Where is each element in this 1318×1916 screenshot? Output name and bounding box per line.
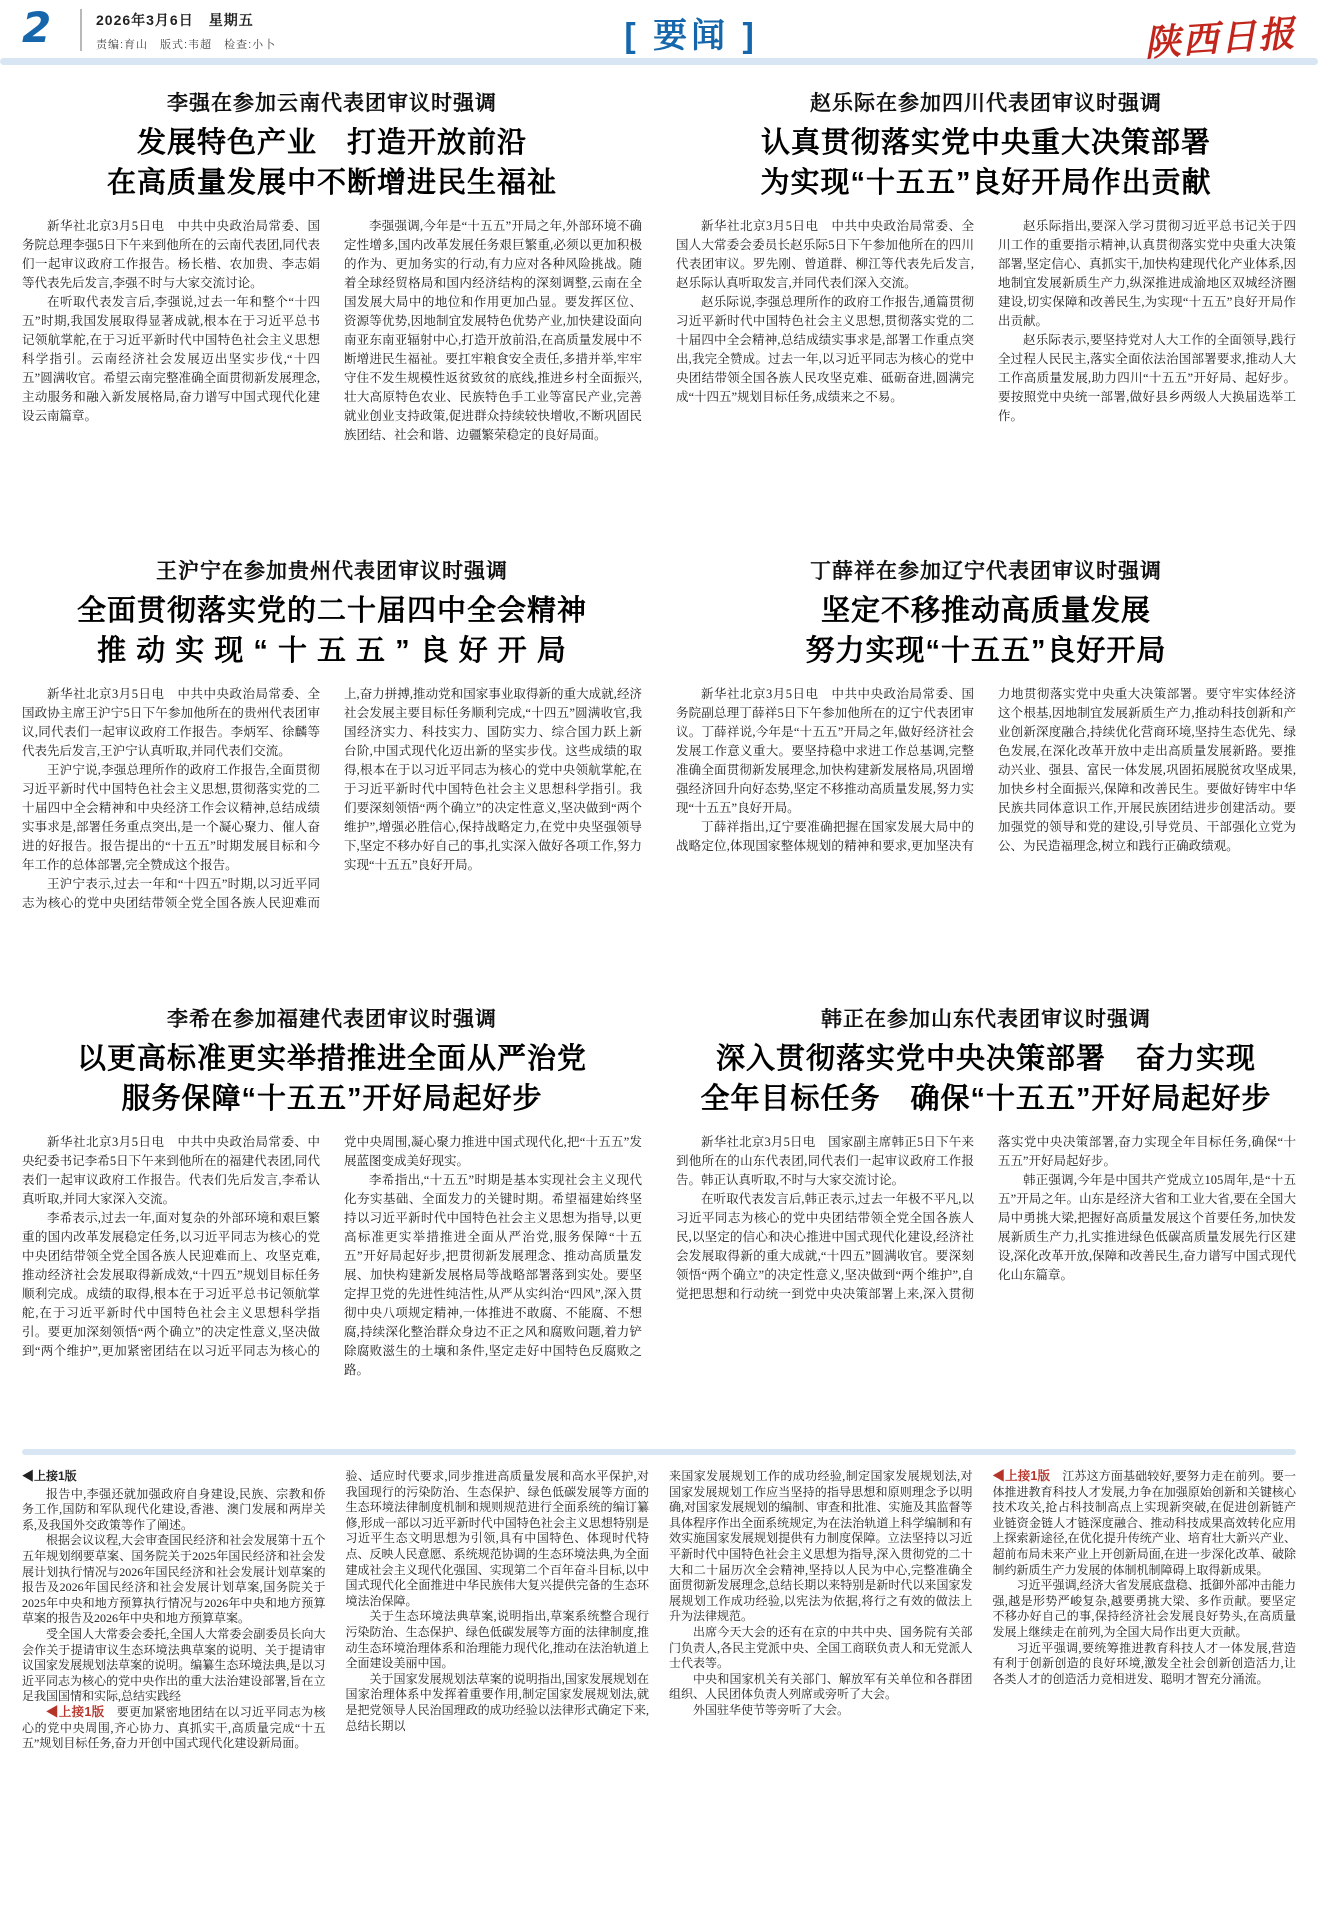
continued-footer-text: 要更加紧密地团结在以习近平同志为核心的党中央周围,齐心协力、真抓实干,高质量完成“十五五”规划目标任务,奋力开创中国式现代化建设新局面。	[22, 1705, 326, 1751]
article-lixi-fujian	[22, 1003, 642, 1429]
paragraph: 新华社北京3月5日电 中共中央政治局常委、国务院副总理丁薛祥5日下午参加他所在的辽宁代表团审议。丁薛祥说,今年是“十五五”开局之年,做好经济社会发展工作意义重大。要坚持稳中求进工作总基调,完整准确全面贯彻新发展理念,加快构建新发展格局,巩固增强经济回升向好态势,坚定不移推动高质量发展,努力实现“十五五”良好开局。	[676, 687, 974, 816]
paragraph: 赵乐际表示,要坚持党对人大工作的全面领导,践行全过程人民民主,落实全面依法治国部署要求,推动人大工作高质量发展,助力四川“十五五”开好局、起好步。要按照党中央统一部署,做好县乡两级人大换届选举工作。	[998, 333, 1296, 424]
masthead-logo: 陕西日报	[1143, 12, 1298, 65]
headline-line2: 努力实现“十五五”良好开局	[805, 635, 1167, 668]
article-body	[676, 685, 1296, 981]
paragraph: 外国驻华使节等旁听了大会。	[693, 1703, 850, 1717]
article-headline	[22, 123, 642, 203]
paragraph: 王沪宁说,李强总理所作的政府工作报告,全面贯彻习近平新时代中国特色社会主义思想,贯彻落实党的二十届四中全会精神和中央经济工作会议精神,总结成绩实事求是,部署任务重点突出,是一个凝心聚力、催人奋进的好报告。报告提出的“十五五”时期发展目标和今年工作的总体部署,完全赞成这个报告。	[22, 763, 320, 873]
continued-column-2	[346, 1469, 650, 1863]
paragraph: 根据会议议程,大会审查国民经济和社会发展第十五个五年规划纲要草案、国务院关于2025年国民经济和社会发展计划执行情况与2026年国民经济和社会发展计划草案的报告及2026年国民经济和社会发展计划草案,国务院关于2025年中央和地方预算执行情况与2026年中央和地方预算草案的报告及2026年中央和地方预算草案。	[22, 1533, 326, 1626]
paragraph: 李希指出,“十五五”时期是基本实现社会主义现代化夯实基础、全面发力的关键时期。希望福建始终坚持以习近平新时代中国特色社会主义思想为指导,以更高标准更实举措推进全面从严治党,服务保障“十五五”开好局起好步,把贯彻新发展理念、推动高质量发展、加快构建新发展格局等战略部署落到实处。要坚定捍卫党的先进性纯洁性,从严从实纠治“四风”,深入贯彻中央八项规定精神,一体推进不敢腐、不能腐、不想腐,持续深化整治群众身边不正之风和腐败问题,着力铲除腐败滋生的土壤和条件,坚定走好中国特色反腐败之路。	[344, 1173, 642, 1378]
paragraph: 出席今天大会的还有在京的中共中央、国务院有关部门负责人,各民主党派中央、全国工商联负责人和无党派人士代表等。	[669, 1625, 973, 1671]
continued-column-3	[669, 1469, 973, 1863]
article-body	[22, 1133, 642, 1429]
paragraph: 习近平强调,经济大省发展底盘稳、抵御外部冲击能力强,越是形势严峻复杂,越要勇挑大梁、多作贡献。要坚定不移办好自己的事,保持经济社会发展良好势头,在高质量发展上继续走在前列,为全国大局作出更大贡献。	[992, 1578, 1296, 1640]
page-number: 2	[22, 3, 52, 52]
paragraph: 关于生态环境法典草案,说明指出,草案系统整合现行污染防治、生态保护、绿色低碳发展等方面的法律制度,推动生态环境治理体系和治理能力现代化,推动在法治轨道上全面建设美丽中国。	[345, 1609, 649, 1671]
article-headline	[676, 1039, 1296, 1119]
continued-marker: ◀上接1版	[46, 1705, 105, 1719]
paragraph: 赵乐际说,李强总理所作的政府工作报告,通篇贯彻习近平新时代中国特色社会主义思想,贯彻落实党的二十届四中全会精神,总结成绩实事求是,部署工作重点突出,我完全赞成。过去一年,以习近平同志为核心的党中央团结带领全国各族人民攻坚克难、砥砺奋进,圆满完成“十四五”规划目标任务,成绩来之不易。	[676, 295, 974, 405]
paragraph: 新华社北京3月5日电 中共中央政治局常委、全国政协主席王沪宁5日下午参加他所在的贵州代表团审议,同代表们一起审议政府工作报告。李炳军、徐麟等代表先后发言,王沪宁认真听取,并同代表们交流。	[22, 687, 320, 759]
headline-line1: 坚定不移推动高质量发展	[820, 595, 1151, 628]
article-kicker: 李强在参加云南代表团审议时强调	[167, 92, 497, 115]
paragraph: 验、适应时代要求,同步推进高质量发展和高水平保护,对我国现行的污染防治、生态保护、绿色低碳发展等方面的生态环境法律制度机制和规则规范进行全面系统的编订纂修,形成一部以习近平新时代中国特色社会主义思想特别是习近平生态文明思想为引领,具有中国特色、体现时代特点、反映人民意愿、系统规范协调的生态环境法典,为全面建成社会主义现代化强国、实现第二个百年奋斗目标,以中国式现代化全面推进中华民族伟大复兴提供完备的生态环境法治保障。	[345, 1469, 649, 1608]
paragraph: 新华社北京3月5日电 中共中央政治局常委、全国人大常委会委员长赵乐际5日下午参加他所在的四川代表团审议。罗先刚、曾道群、柳江等代表先后发言,赵乐际认真听取发言,并同代表们深入交流。	[676, 219, 974, 291]
continued-section	[0, 1455, 1318, 1863]
article-hanzheng-shandong	[676, 1003, 1296, 1429]
article-dingxuexiang-liaoning	[676, 555, 1296, 981]
paragraph: 关于国家发展规划法草案的说明指出,国家发展规划在国家治理体系中发挥着重要作用,制定国家发展规划法,就是把党领导人民治国理政的成功经验以法律形式确定下来,总结长期以	[345, 1671, 649, 1733]
paragraph: 受全国人大常委会委托,全国人大常委会副委员长向大会作关于提请审议生态环境法典草案的说明、关于提请审议国家发展规划法草案的说明。编纂生态环境法典,是以习近平同志为核心的党中央作出的重大法治建设部署,旨在立足我国国情和实际,总结实践经	[22, 1627, 326, 1704]
paragraph: 王沪宁表示,过去一年和“十四五”时期,以习近平同志为核心的党中央团结带领全党全国各族人民迎难而上,奋力拼搏,推动党和国家事业取得新的重大成就,经济社会发展主要目标任务顺利完成,“十四五”圆满收官,我国经济实力、科技实力、国防实力、综合国力跃上新台阶,中国式现代化迈出新的坚实步伐。这些成绩的取得,根本在于以习近平同志为核心的党中央领航掌舵,在于习近平新时代中国特色社会主义思想科学指引。我们要深刻领悟“两个确立”的决定性意义,坚决做到“两个维护”,增强必胜信心,保持战略定力,在党中央坚强领导下,坚定不移办好自己的事,扎实深入做好各项工作,努力实现“十五五”良好开局。	[22, 687, 642, 911]
headline-line2: 推 动 实 现 “ 十 五 五 ” 良 好 开 局	[97, 635, 567, 668]
paragraph: 中央和国家机关有关部门、解放军有关单位和各群团组织、人民团体负责人列席或旁听了大会。	[669, 1671, 973, 1702]
headline-line1: 认真贯彻落实党中央重大决策部署	[760, 127, 1211, 159]
date-line: 2026年3月6日 星期五	[96, 12, 254, 28]
paragraph: 韩正强调,今年是中国共产党成立105周年,是“十五五”开局之年。山东是经济大省和工业大省,要在全国大局中勇挑大梁,把握好高质量发展这个首要任务,加快发展新质生产力,扎实推进绿色低碳高质量发展先行区建设,深化改革开放,保障和改善民生,奋力谱写中国式现代化山东篇章。	[998, 1173, 1296, 1283]
headline-line1: 发展特色产业 打造开放前沿	[136, 127, 527, 159]
article-zhaoleji-sichuan	[676, 87, 1296, 513]
headline-line1: 以更高标准更实举措推进全面从严治党	[76, 1043, 587, 1076]
article-kicker: 赵乐际在参加四川代表团审议时强调	[810, 92, 1162, 115]
headline-line1: 深入贯彻落实党中央决策部署 奋力实现	[715, 1043, 1256, 1076]
header-divider	[80, 9, 82, 51]
articles-grid	[0, 65, 1318, 1429]
article-wanghuning-guizhou	[22, 555, 642, 981]
paragraph: 新华社北京3月5日电 中共中央政治局常委、中央纪委书记李希5日下午来到他所在的福建代表团,同代表们一起审议政府工作报告。代表们先后发言,李希认真听取,并同大家深入交流。	[22, 1135, 320, 1207]
headline-line2: 服务保障“十五五”开好局起好步	[121, 1083, 543, 1116]
continued-footer	[22, 1705, 326, 1752]
continued-lead-text: 江苏这方面基础较好,要努力走在前列。要一体推进教育科技人才发展,力争在加强原始创新和关键核心技术攻关,抢占科技制高点上实现新突破,在促进创新链产业链资金链人才链深度融合、推动科技成果高效转化应用上探索新途径,在优化提升传统产业、培育壮大新兴产业、超前布局未来产业上开创新局面,在进一步深化改革、破除制约新质生产力发展的体制机制障碍上取得新成果。	[992, 1469, 1296, 1577]
article-body	[676, 1133, 1296, 1429]
article-headline	[22, 1039, 642, 1119]
article-headline	[676, 591, 1296, 671]
date-block	[96, 6, 276, 52]
continued-column-1	[22, 1469, 326, 1863]
page-header	[0, 0, 1318, 65]
article-headline	[676, 123, 1296, 203]
article-body	[22, 685, 642, 981]
paragraph: 李希表示,过去一年,面对复杂的外部环境和艰巨繁重的国内改革发展稳定任务,以习近平同志为核心的党中央团结带领全党全国各族人民迎难而上、攻坚克难,推动经济社会发展取得新成效,“十四五”规划目标任务顺利完成。成绩的取得,根本在于习近平总书记领航掌舵,在于习近平新时代中国特色社会主义思想科学指引。要更加深刻领悟“两个确立”的决定性意义,坚决做到“两个维护”,更加紧密团结在以习近平同志为核心的党中央周围,凝心聚力推进中国式现代化,把“十五五”发展蓝图变成美好现实。	[22, 1135, 642, 1359]
paragraph: 在听取代表发言后,李强说,过去一年和整个“十四五”时期,我国发展取得显著成就,根本在于习近平总书记领航掌舵,在于习近平新时代中国特色社会主义思想科学指引。云南经济社会发展迈出坚实步伐,“十四五”圆满收官。希望云南完整准确全面贯彻新发展理念,主动服务和融入新发展格局,奋力谱写中国式现代化建设云南篇章。	[22, 295, 320, 424]
paragraph: 李强强调,今年是“十五五”开局之年,外部环境不确定性增多,国内改革发展任务艰巨繁重,必须以更加积极的作为、更加务实的行动,有力应对各种风险挑战。随着全球经贸格局和国内经济结构的深刻调整,云南在全国发展大局中的地位和作用更加凸显。要发挥区位、资源等优势,因地制宜发展特色优势产业,加快建设面向南亚东南亚辐射中心,打造开放前沿,在高质量发展中不断增进民生福祉。要扛牢粮食安全责任,多措并举,牢牢守住不发生规模性返贫致贫的底线,推进乡村全面振兴,壮大高原特色农业、民族特色手工业等富民产业,完善就业创业支持政策,促进群众持续较快增收,不断巩固民族团结、社会和谐、边疆繁荣稳定的良好局面。	[344, 219, 642, 443]
article-liqiang-yunnan	[22, 87, 642, 513]
paragraph: 报告中,李强还就加强政府自身建设,民族、宗教和侨务工作,国防和军队现代化建设,香港、澳门发展和两岸关系,及我国外交政策等作了阐述。	[22, 1486, 326, 1532]
headline-line2: 为实现“十五五”良好开局作出贡献	[760, 167, 1212, 200]
paragraph: 新华社北京3月5日电 中共中央政治局常委、国务院总理李强5日下午来到他所在的云南代表团,同代表们一起审议政府工作报告。杨长楷、农加贵、李志娟等代表先后发言,李强不时与大家交流讨论。	[22, 219, 320, 291]
continued-marker: ◀上接1版	[22, 1469, 77, 1484]
paragraph: 赵乐际指出,要深入学习贯彻习近平总书记关于四川工作的重要指示精神,认真贯彻落实党中央重大决策部署,坚定信心、真抓实干,加快构建现代化产业体系,因地制宜发展新质生产力,纵深推进成渝地区双城经济圈建设,切实保障和改善民生,为实现“十五五”良好开局作出贡献。	[998, 219, 1296, 329]
headline-line2: 在高质量发展中不断增进民生福祉	[106, 167, 557, 200]
article-kicker: 丁薛祥在参加辽宁代表团审议时强调	[810, 560, 1162, 584]
paragraph: 习近平强调,要统筹推进教育科技人才一体发展,营造有利于创新创造的良好环境,激发全社会创新创造活力,让各类人才的创造活力竞相迸发、聪明才智充分涌流。	[992, 1640, 1296, 1686]
article-kicker: 王沪宁在参加贵州代表团审议时强调	[156, 560, 508, 584]
paragraph: 来国家发展规划工作的成功经验,制定国家发展规划法,对国家发展规划工作应当坚持的指导思想和原则理念予以明确,对国家发展规划的编制、审查和批准、实施及其监督等具体程序作出全面系统规定,为在法治轨道上科学编制和有效实施国家发展规划提供有力制度保障。立法坚持以习近平新时代中国特色社会主义思想为指导,深入贯彻党的二十大和二十届历次全会精神,坚持以人民为中心,完整准确全面贯彻新发展理念,总结长期以来特别是新时代以来国家发展规划工作成功经验,以宪法为依据,将行之有效的做法上升为法律规范。	[669, 1469, 973, 1624]
article-body	[676, 217, 1296, 513]
continued-marker: ◀上接1版	[992, 1469, 1051, 1484]
article-kicker: 李希在参加福建代表团审议时强调	[167, 1008, 497, 1032]
editors-line: 责编:育山 版式:韦超 检查:小卜	[96, 39, 277, 51]
headline-line1: 全面贯彻落实党的二十届四中全会精神	[76, 595, 587, 628]
continued-column-4	[993, 1469, 1297, 1863]
article-body	[22, 217, 642, 513]
paragraph: 新华社北京3月5日电 国家副主席韩正5日下午来到他所在的山东代表团,同代表们一起审议政府工作报告。韩正认真听取,不时与大家交流讨论。	[676, 1135, 974, 1188]
article-headline	[22, 591, 642, 671]
headline-line2: 全年目标任务 确保“十五五”开好局起好步	[700, 1083, 1272, 1116]
paragraph: 丁薛祥指出,辽宁要准确把握在国家发展大局中的战略定位,体现国家整体规划的精神和要求,更加坚决有力地贯彻落实党中央重大决策部署。要守牢实体经济这个根基,因地制宜发展新质生产力,推动科技创新和产业创新深度融合,持续优化营商环境,坚持生态优先、绿色发展,在深化改革开放中走出高质量发展新路。要推动兴业、强县、富民一体发展,巩固拓展脱贫攻坚成果,加快乡村全面振兴,保障和改善民生。要做好铸牢中华民族共同体意识工作,开展民族团结进步创建活动。要加强党的领导和党的建设,引导党员、干部强化立党为公、为民造福理念,树立和践行正确政绩观。	[676, 687, 1296, 854]
paragraph	[993, 1469, 1297, 1578]
article-kicker: 韩正在参加山东代表团审议时强调	[821, 1008, 1151, 1032]
section-title: [ 要闻 ]	[624, 17, 758, 55]
paragraph: 在听取代表发言后,韩正表示,过去一年极不平凡,以习近平同志为核心的党中央团结带领全党全国各族人民,以坚定的信心和决心推进中国式现代化建设,经济社会发展取得新的重大成就,“十四五”圆满收官。要深刻领悟“两个确立”的决定性意义,坚决做到“两个维护”,自觉把思想和行动统一到党中央决策部署上来,深入贯彻落实党中央决策部署,奋力实现全年目标任务,确保“十五五”开好局起好步。	[676, 1135, 1296, 1302]
